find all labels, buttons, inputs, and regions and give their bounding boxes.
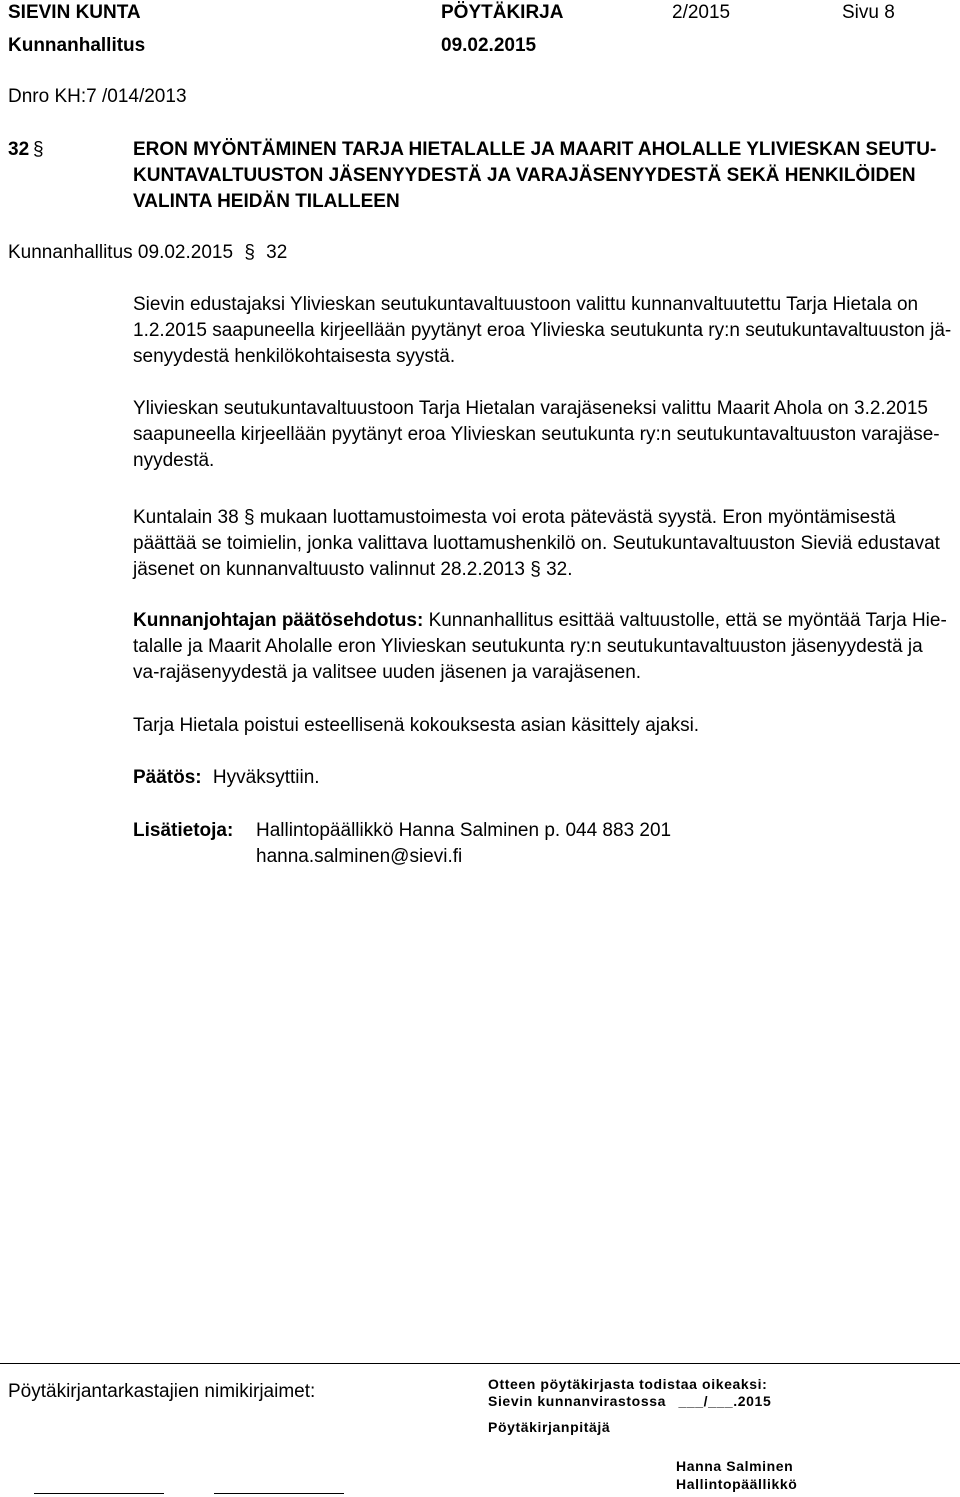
paragraph-3 <box>133 505 953 583</box>
proposal-paragraph <box>133 608 953 686</box>
meeting-reference-symbol: § <box>244 242 255 263</box>
page-number: Sivu 8 <box>842 2 895 23</box>
section-symbol: § <box>530 559 541 580</box>
paragraph-2-text: Ylivieskan seutukuntavaltuustoon Tarja Hietalan varajäseneksi valittu Maarit Ahola on 3.2.2015 saapuneella kirjeellään pyytänyt eroa Ylivieskan seutukunta ry:n seutukuntavaltuuston varajäse-nyydestä. <box>133 398 940 471</box>
decision <box>133 765 320 791</box>
info-label: Lisätietoja: <box>133 820 234 841</box>
paragraph-3-part-b: mukaan luottamustoimesta voi erota pätevästä syystä. Eron myöntämisestä päättää se toimielin, jonka valittava luottamushenkilö on. Seutukuntavaltuuston Sieviä edustavat jäsenet on kunnanvaltuusto valinnut 28.2.2013 <box>133 507 940 580</box>
body-name: Kunnanhallitus <box>8 35 146 56</box>
proposal-text-block <box>133 608 953 686</box>
section-title-line: KUNTAVALTUUSTON JÄSENYYDESTÄ JA VARAJÄSENYYDESTÄ SEKÄ HENKILÖIDEN <box>133 165 916 186</box>
footer-office: Sievin kunnanvirastossa <box>488 1393 666 1409</box>
meeting-reference <box>8 240 287 266</box>
footer-signatory-title: Hallintopäällikkö <box>676 1476 798 1492</box>
paragraph-3-part-a: Kuntalain 38 <box>133 507 239 528</box>
section-number: 32 <box>8 139 30 160</box>
footer-inspectors-label: Pöytäkirjantarkastajien nimikirjaimet: <box>8 1381 316 1402</box>
footer-secretary: Pöytäkirjanpitäjä <box>488 1419 611 1435</box>
footer-signatory-name: Hanna Salminen <box>676 1458 794 1474</box>
paragraph-5 <box>133 713 953 739</box>
document-number: 2/2015 <box>672 2 731 23</box>
footer-office-line <box>488 1393 771 1409</box>
info-email: hanna.salminen@sievi.fi <box>256 846 463 867</box>
proposal-text: Kunnanhallitus esittää valtuustolle, että se myöntää Tarja Hie-talalle ja Maarit Aholalle eron Ylivieskan seutukunta ry:n seutukuntavaltuuston jäsenyydestä ja va-rajäsenyydestä ja valitsee uuden jäsenen ja varajäsenen. <box>133 610 947 683</box>
info-contact: Hallintopäällikkö Hanna Salminen p. 044 883 201 <box>256 820 672 841</box>
paragraph-5-text: Tarja Hietala poistui esteellisenä kokouksesta asian käsittely ajaksi. <box>133 715 700 736</box>
decision-text: Hyväksyttiin. <box>212 767 320 788</box>
paragraph-1 <box>133 292 953 370</box>
proposal-label: Kunnanjohtajan päätösehdotus: <box>133 610 424 631</box>
paragraph-3-part-c: 32. <box>546 559 573 580</box>
paragraph-1-text: Sievin edustajaksi Ylivieskan seutukuntavaltuustoon valittu kunnanvaltuutettu Tarja Hietala on 1.2.2015 saapuneella kirjeellään pyytänyt eroa Ylivieska seutukunta ry:n seutukuntavaltuuston jä-senyydestä henkilökohtaisesta syystä. <box>133 294 952 367</box>
section-title <box>133 137 943 215</box>
meeting-reference-number: 32 <box>266 242 288 263</box>
section-title-line: ERON MYÖNTÄMINEN TARJA HIETALALLE JA MAARIT AHOLALLE YLIVIESKAN SEUTU- <box>133 139 937 160</box>
paragraph-3-text <box>133 505 953 583</box>
meeting-date: 09.02.2015 <box>441 35 537 56</box>
dnro: Dnro KH:7 /014/2013 <box>8 86 187 107</box>
footer-divider <box>0 1363 960 1364</box>
footer-date-blank: ___/___.2015 <box>678 1393 772 1409</box>
org-name: SIEVIN KUNTA <box>8 2 141 23</box>
section-symbol: § <box>243 507 255 528</box>
signature-line <box>34 1493 164 1494</box>
signature-line <box>214 1493 344 1494</box>
footer-certify: Otteen pöytäkirjasta todistaa oikeaksi: <box>488 1376 768 1392</box>
meeting-reference-text: Kunnanhallitus 09.02.2015 <box>8 242 234 263</box>
decision-label: Päätös: <box>133 767 202 788</box>
section-symbol: § <box>33 139 44 160</box>
section-title-line: VALINTA HEIDÄN TILALLEEN <box>133 191 400 212</box>
paragraph-2 <box>133 396 953 474</box>
document-type: PÖYTÄKIRJA <box>441 2 564 23</box>
